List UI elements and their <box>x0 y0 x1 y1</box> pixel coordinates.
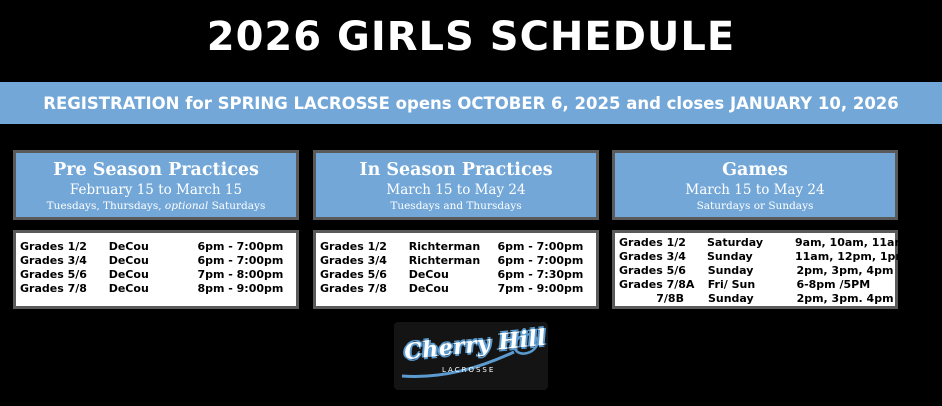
section-title: Pre Season Practices <box>53 160 259 180</box>
time-cell: 8pm - 9:00pm <box>197 282 284 295</box>
table-row <box>619 250 907 264</box>
grade-cell: Grades 3/4 <box>320 254 387 267</box>
page-title: 2026 GIRLS SCHEDULE <box>206 14 736 60</box>
in-season-header <box>313 150 599 220</box>
day-cell: Sunday <box>707 264 754 277</box>
time-cell: 6pm - 7:30pm <box>497 268 584 281</box>
section-dates: February 15 to March 15 <box>69 182 243 198</box>
time-cell: 7pm - 9:00pm <box>497 282 584 295</box>
table-row <box>619 292 895 306</box>
grade-cell: Grades 5/6 <box>20 268 87 281</box>
grade-cell: Grades 7/8 <box>320 282 387 295</box>
day-cell: Sunday <box>707 250 753 263</box>
days-text: Saturdays <box>208 200 266 212</box>
days-optional-text: optional <box>164 200 209 212</box>
grade-cell: Grades 7/8A <box>619 278 695 291</box>
pre-season-header <box>13 150 299 220</box>
pre-season-table <box>13 230 299 309</box>
logo-wordmark: Cherry Hill <box>403 324 548 366</box>
location-cell: Richterman <box>408 254 481 267</box>
day-cell: Saturday <box>707 236 763 249</box>
table-row <box>320 268 596 282</box>
grade-cell: Grades 1/2 <box>619 236 686 249</box>
time-cell: 11am, 12pm, 1pm <box>795 250 907 263</box>
table-row <box>320 282 596 296</box>
section-title: In Season Practices <box>359 160 553 180</box>
location-cell: DeCou <box>408 268 449 281</box>
grade-cell: Grades 5/6 <box>619 264 686 277</box>
pre-season-section <box>13 150 299 309</box>
location-cell: Richterman <box>408 240 481 253</box>
section-dates: March 15 to May 24 <box>685 182 825 198</box>
games-section <box>612 150 907 309</box>
table-row <box>619 264 895 278</box>
games-header <box>612 150 898 220</box>
location-cell: DeCou <box>108 282 149 295</box>
table-row <box>619 278 895 292</box>
games-table <box>612 230 907 309</box>
section-days: Tuesdays and Thursdays <box>390 200 522 212</box>
grade-cell: Grades 5/6 <box>320 268 387 281</box>
grade-cell: Grades 3/4 <box>619 250 686 263</box>
time-cell: 9am, 10am, 11am <box>795 236 906 249</box>
days-text: Tuesdays, Thursdays, <box>46 200 165 212</box>
grade-cell: Grades 3/4 <box>20 254 87 267</box>
section-days <box>16 199 296 213</box>
in-season-table <box>313 230 599 309</box>
table-row <box>619 236 906 250</box>
time-cell: 7pm - 8:00pm <box>197 268 284 281</box>
day-cell: Sunday <box>707 292 754 305</box>
grade-cell: Grades 7/8 <box>20 282 87 295</box>
grade-cell: Grades 1/2 <box>320 240 387 253</box>
time-cell: 2pm, 3pm, 4pm <box>796 264 894 277</box>
grade-cell: Grades 1/2 <box>20 240 87 253</box>
grade-cell: 7/8B <box>656 292 684 305</box>
location-cell: DeCou <box>408 282 449 295</box>
section-dates: March 15 to May 24 <box>386 182 526 198</box>
logo-subtitle: LACROSSE <box>442 366 496 374</box>
registration-banner <box>0 82 942 124</box>
table-row <box>20 268 296 282</box>
table-row <box>20 254 296 268</box>
section-days: Saturdays or Sundays <box>696 200 814 212</box>
in-season-section <box>313 150 599 309</box>
table-row <box>320 254 596 268</box>
time-cell: 6pm - 7:00pm <box>197 240 284 253</box>
cherry-hill-lacrosse-logo <box>394 322 548 390</box>
time-cell: 6-8pm /5PM <box>796 278 871 291</box>
registration-text: REGISTRATION for SPRING LACROSSE opens OCTOBER 6, 2025 and closes JANUARY 10, 2026 <box>43 93 899 113</box>
table-row <box>20 282 296 296</box>
table-row <box>320 240 596 254</box>
section-title: Games <box>722 160 788 180</box>
table-row <box>20 240 296 254</box>
day-cell: Fri/ Sun <box>707 278 756 291</box>
location-cell: DeCou <box>108 254 149 267</box>
time-cell: 6pm - 7:00pm <box>197 254 284 267</box>
time-cell: 2pm, 3pm. 4pm <box>796 292 894 305</box>
location-cell: DeCou <box>108 240 149 253</box>
time-cell: 6pm - 7:00pm <box>497 240 584 253</box>
time-cell: 6pm - 7:00pm <box>497 254 584 267</box>
location-cell: DeCou <box>108 268 149 281</box>
